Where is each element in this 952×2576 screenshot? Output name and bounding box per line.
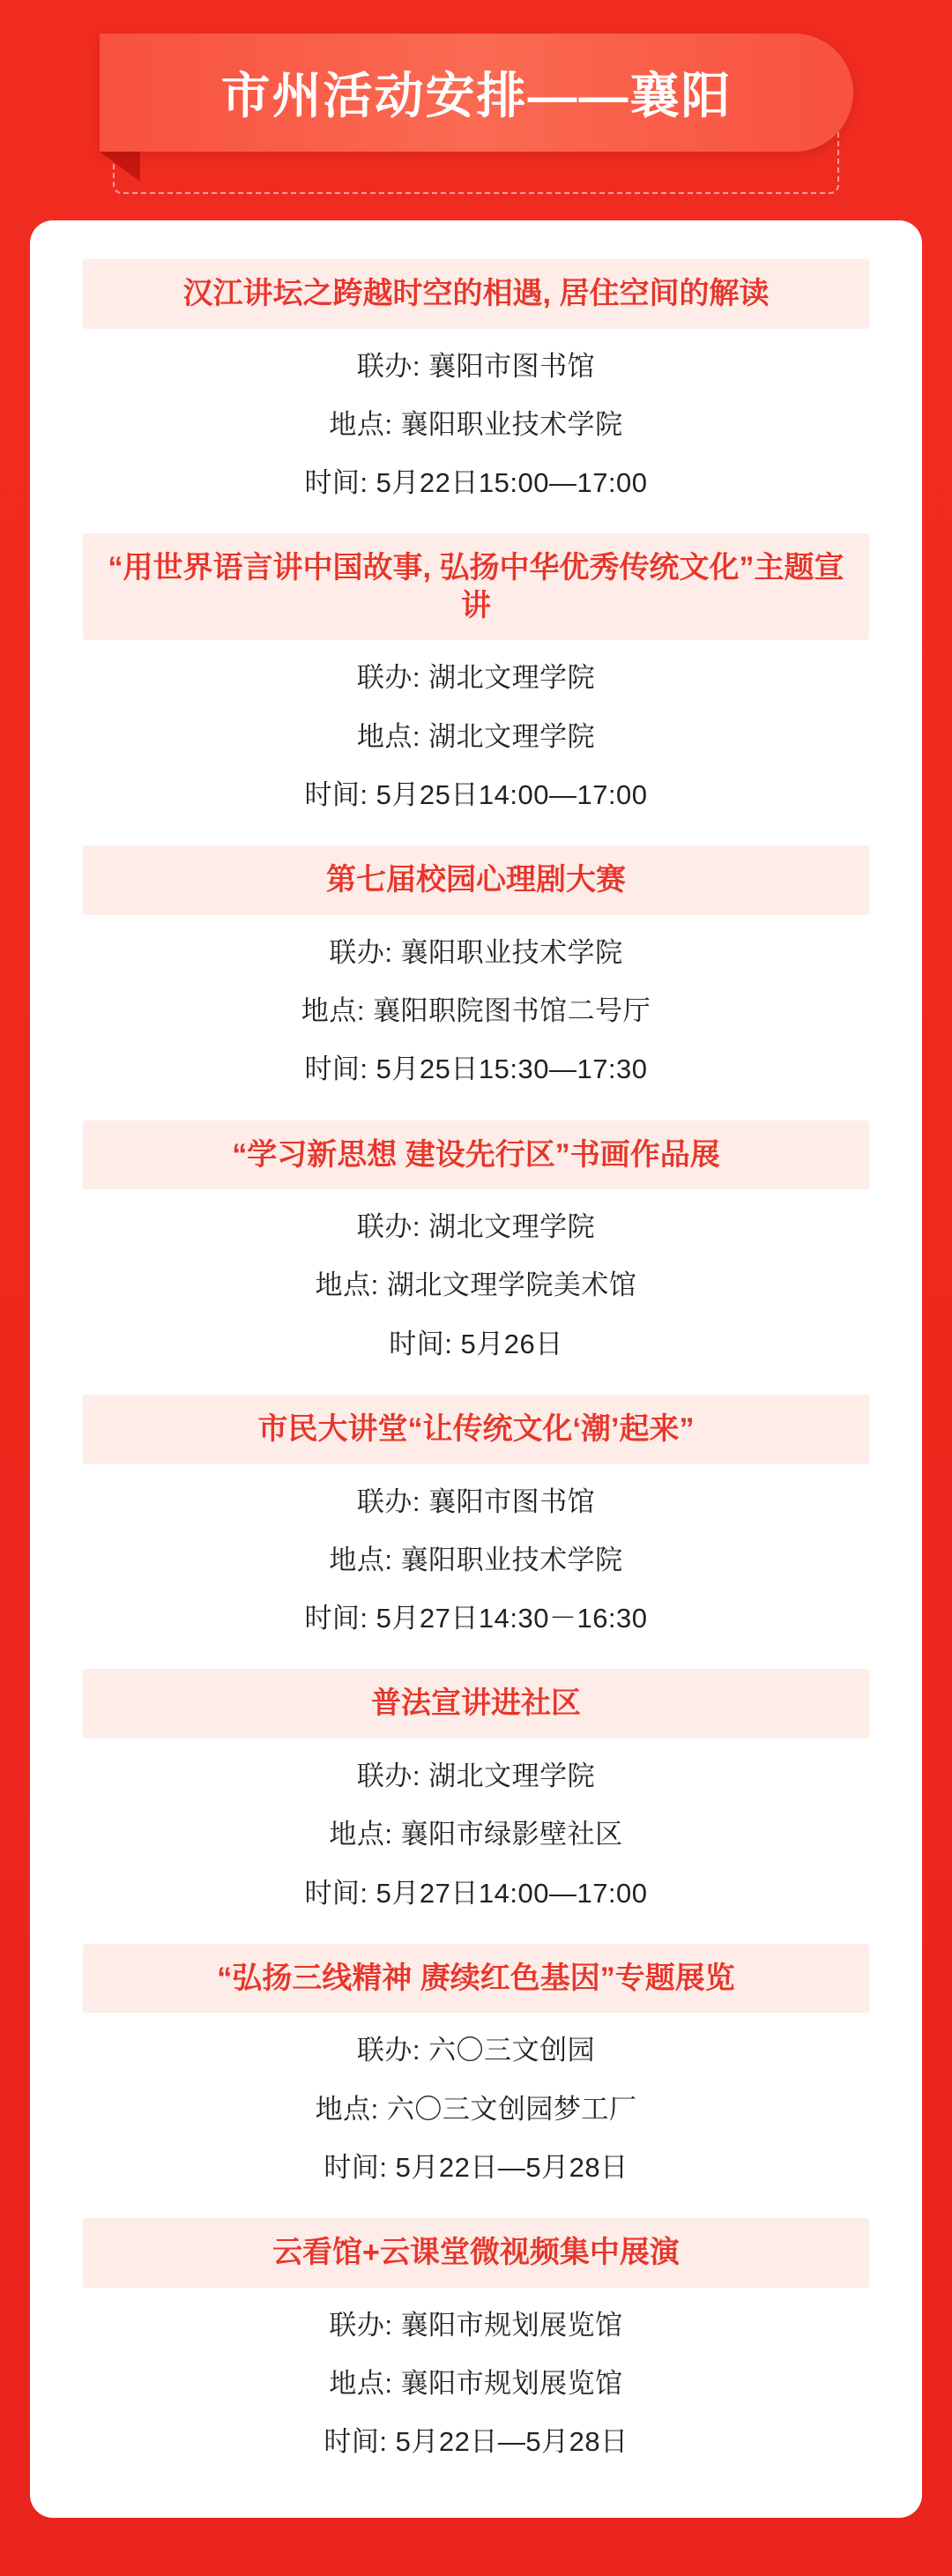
event-time: 时间: 5月22日—5月28日 — [324, 2151, 628, 2183]
event-title: “用世界语言讲中国故事, 弘扬中华优秀传统文化”主题宣讲 — [83, 533, 869, 640]
event-organizer: 联办: 湖北文理学院 — [356, 1760, 596, 1791]
title-ribbon — [100, 34, 853, 152]
event-organizer: 联办: 襄阳职业技术学院 — [329, 936, 623, 968]
event-organizer: 联办: 湖北文理学院 — [356, 662, 596, 694]
event-location: 地点: 湖北文理学院美术馆 — [315, 1269, 637, 1301]
event-item — [30, 1120, 922, 1379]
event-location: 地点: 襄阳职院图书馆二号厅 — [301, 995, 651, 1027]
event-title: “弘扬三线精神 赓续红色基因”专题展览 — [83, 1944, 869, 2014]
event-time: 时间: 5月27日14:30－16:30 — [304, 1603, 648, 1634]
event-location: 地点: 襄阳职业技术学院 — [329, 408, 623, 440]
event-time: 时间: 5月22日15:00—17:00 — [304, 467, 648, 499]
event-location: 地点: 襄阳市规划展览馆 — [329, 2368, 623, 2400]
event-title: 市民大讲堂“让传统文化‘潮’起来” — [83, 1395, 869, 1464]
event-location: 地点: 襄阳市绿影壁社区 — [329, 1819, 623, 1850]
event-item — [30, 1669, 922, 1927]
event-item — [30, 1944, 922, 2202]
event-time: 时间: 5月26日 — [389, 1328, 563, 1359]
event-time: 时间: 5月25日15:30—17:30 — [304, 1053, 648, 1085]
event-organizer: 联办: 襄阳市图书馆 — [356, 1485, 596, 1517]
event-title: 第七届校园心理剧大赛 — [83, 845, 869, 915]
page-title: 市州活动安排——襄阳 — [220, 68, 733, 123]
event-location: 地点: 六〇三文创园梦工厂 — [315, 2093, 637, 2125]
events-card — [30, 220, 922, 2518]
event-item — [30, 845, 922, 1104]
event-time: 时间: 5月22日—5月28日 — [324, 2426, 628, 2458]
event-organizer: 联办: 湖北文理学院 — [356, 1211, 596, 1243]
event-title: “学习新思想 建设先行区”书画作品展 — [83, 1120, 869, 1190]
event-item — [30, 533, 922, 830]
event-title: 云看馆+云课堂微视频集中展演 — [83, 2218, 869, 2288]
event-item — [30, 259, 922, 517]
event-title: 汉江讲坛之跨越时空的相遇, 居住空间的解读 — [83, 259, 869, 329]
event-organizer: 联办: 襄阳市图书馆 — [356, 350, 596, 382]
event-organizer: 联办: 襄阳市规划展览馆 — [329, 2309, 623, 2341]
header — [0, 0, 952, 220]
event-organizer: 联办: 六〇三文创园 — [356, 2035, 596, 2066]
event-time: 时间: 5月27日14:00—17:00 — [304, 1877, 648, 1909]
bottom-strip — [0, 2518, 952, 2576]
event-location: 地点: 湖北文理学院 — [356, 720, 596, 752]
event-title: 普法宣讲进社区 — [83, 1669, 869, 1738]
event-location: 地点: 襄阳职业技术学院 — [329, 1544, 623, 1575]
event-item — [30, 1395, 922, 1653]
event-time: 时间: 5月25日14:00—17:00 — [304, 778, 648, 810]
event-item — [30, 2218, 922, 2476]
